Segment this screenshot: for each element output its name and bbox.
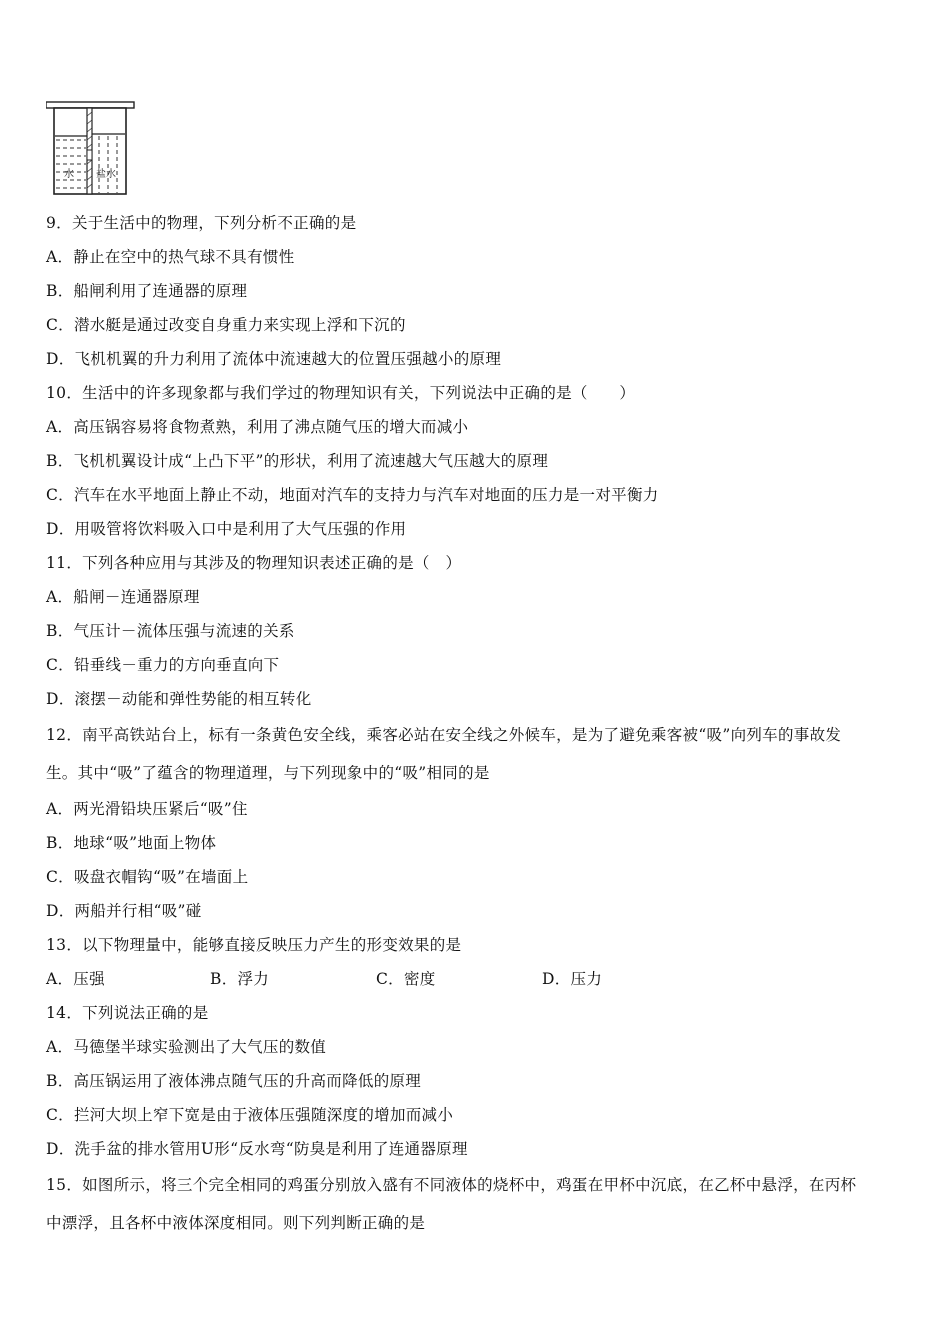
option: A．高压锅容易将食物煮熟，利用了沸点随气压的增大而减小 xyxy=(46,418,469,436)
option: A．马德堡半球实验测出了大气压的数值 xyxy=(46,1038,327,1056)
option: A．船闸－连通器原理 xyxy=(46,588,200,606)
option: D．用吸管将饮料吸入口中是利用了大气压强的作用 xyxy=(46,520,407,538)
option: B．船闸利用了连通器的原理 xyxy=(46,282,248,300)
option: C．拦河大坝上窄下宽是由于液体压强随深度的增加而减小 xyxy=(46,1106,454,1124)
container-lid xyxy=(46,102,134,108)
option: B．飞机机翼设计成“上凸下平”的形状，利用了流速越大气压越大的原理 xyxy=(46,452,549,470)
option: C．吸盘衣帽钩“吸”在墙面上 xyxy=(46,868,249,886)
option: A．压强 xyxy=(46,970,105,988)
option: D．滚摆－动能和弹性势能的相互转化 xyxy=(46,690,312,708)
question-stem: 11．下列各种应用与其涉及的物理知识表述正确的是（ ） xyxy=(46,554,462,572)
question-stem-cont: 中漂浮，且各杯中液体深度相同。则下列判断正确的是 xyxy=(46,1214,426,1232)
question-list xyxy=(46,206,908,1242)
option: D．压力 xyxy=(542,970,603,988)
left-liquid-label: 水 xyxy=(64,169,74,180)
option: C．汽车在水平地面上静止不动，地面对汽车的支持力与汽车对地面的压力是一对平衡力 xyxy=(46,486,659,504)
inline-options xyxy=(46,962,908,996)
question-stem: 13．以下物理量中，能够直接反映压力产生的形变效果的是 xyxy=(46,936,462,954)
option: A．静止在空中的热气球不具有惯性 xyxy=(46,248,295,266)
option: C．密度 xyxy=(376,970,436,988)
option: B．高压锅运用了液体沸点随气压的升高而降低的原理 xyxy=(46,1072,422,1090)
container-diagram-svg xyxy=(46,98,138,198)
right-liquid-label: 盐水 xyxy=(96,169,116,180)
option: D．飞机机翼的升力利用了流体中流速越大的位置压强越小的原理 xyxy=(46,350,502,368)
option: C．潜水艇是通过改变自身重力来实现上浮和下沉的 xyxy=(46,316,406,334)
container-diagram xyxy=(46,98,138,198)
question-stem: 9．关于生活中的物理，下列分析不正确的是 xyxy=(46,214,357,232)
membrane xyxy=(87,150,92,160)
question-stem: 14．下列说法正确的是 xyxy=(46,1004,209,1022)
question-stem: 15．如图所示，将三个完全相同的鸡蛋分别放入盛有不同液体的烧杯中，鸡蛋在甲杯中沉底，在乙杯中悬浮，在丙杯 xyxy=(46,1176,857,1194)
option: C．铅垂线－重力的方向垂直向下 xyxy=(46,656,280,674)
question-stem: 10．生活中的许多现象都与我们学过的物理知识有关，下列说法中正确的是（ ） xyxy=(46,384,636,402)
option: B．浮力 xyxy=(210,970,270,988)
question-stem-cont: 生。其中“吸”了蕴含的物理道理，与下列现象中的“吸”相同的是 xyxy=(46,764,490,782)
option: B．气压计－流体压强与流速的关系 xyxy=(46,622,295,640)
question-stem: 12．南平高铁站台上，标有一条黄色安全线，乘客必站在安全线之外候车，是为了避免乘客被“吸”向列车的事故发 xyxy=(46,726,842,744)
option: B．地球“吸”地面上物体 xyxy=(46,834,217,852)
option: A．两光滑铅块压紧后“吸”住 xyxy=(46,800,248,818)
option: D．两船并行相“吸”碰 xyxy=(46,902,202,920)
option: D．洗手盆的排水管用U形“反水弯“防臭是利用了连通器原理 xyxy=(46,1140,468,1158)
